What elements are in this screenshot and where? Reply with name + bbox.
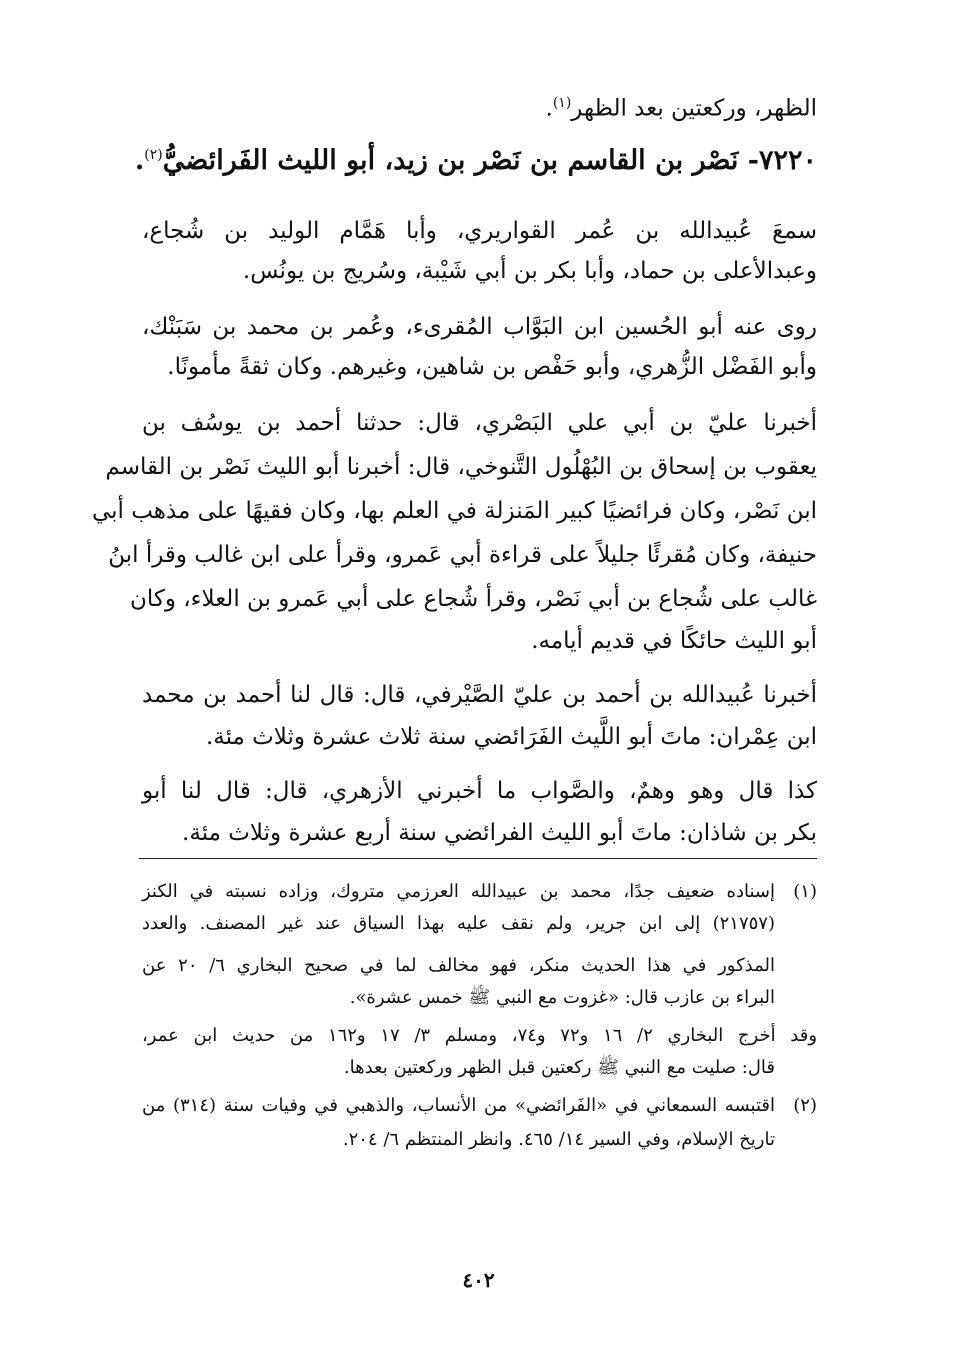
body-line: غالب على شُجاع بن أبي نَصْر، وقرأ شُجاع على أبي عَمرو بن العلاء، وكان xyxy=(129,586,817,612)
body-line: حنيفة، وكان مُقرئًا جليلاً على قراءة أبي عَمرو، وقرأ على ابن غالب وقرأ ابنُ xyxy=(108,542,817,568)
footnote-line: إسناده ضعيف جدًا، محمد بن عبيدالله العرزمي متروك، وزاده نسبته في الكنز xyxy=(142,881,775,902)
body-line: وعبدالأعلى بن حماد، وأبا بكر بن أبي شَيْبة، وسُريج بن يونُس. xyxy=(242,258,817,284)
entry-heading xyxy=(134,138,817,178)
footnote-number: (١) xyxy=(793,881,817,902)
footnote-line: (٢١٧٥٧) إلى ابن جرير، ولم نقف عليه بهذا السياق عند غير المصنف. والعدد xyxy=(142,913,775,934)
body-line: يعقوب بن إسحاق بن البُهْلُول التَّنوخي، قال: أخبرنا أبو الليث نَصْر بن القاسم xyxy=(105,454,817,480)
footnote-separator xyxy=(139,858,817,859)
continuation-end: . xyxy=(545,95,553,122)
body-line: وأبو الفَضْل الزُّهري، وأبو حَفْص بن شاهين، وغيرهم. وكان ثقةً مأمونًا. xyxy=(167,354,817,380)
continuation-text: الظهر، وركعتين بعد الظهر xyxy=(571,95,817,122)
footnote-marker-1: (١) xyxy=(552,95,572,111)
body-line: كذا قال وهو وهمٌ، والصَّواب ما أخبرني الأزهري، قال: قال لنا أبو xyxy=(142,778,817,804)
footnote-marker-2: (٢) xyxy=(144,147,163,163)
body-line: سمعَ عُبيدالله بن عُمر القواريري، وأبا هَمَّام الوليد بن شُجاع، xyxy=(142,218,817,244)
footnote-number: (٢) xyxy=(793,1095,817,1116)
body-line: ابن نَصْر، وكان فرائضيًا كبير المَنزلة في العلم بها، وكان فقيهًا على مذهب أبي xyxy=(91,498,817,524)
page-number: ٤٠٢ xyxy=(462,1268,495,1292)
footnote-line: قال: صليت مع النبي ﷺ ركعتين قبل الظهر وركعتين بعدها. xyxy=(343,1057,775,1078)
entry-end: . xyxy=(134,145,145,176)
footnote-line: تاريخ الإسلام، وفي السير ١٤/ ٤٦٥. وانظر المنتظم ٦/ ٢٠٤. xyxy=(342,1129,775,1150)
footnote-line: المذكور في هذا الحديث منكر، فهو مخالف لما في صحيح البخاري ٦/ ٢٠ عن xyxy=(142,955,775,976)
body-line: بكر بن شاذان: ماتَ أبو الليث الفرائضي سنة أربع عشرة وثلاث مئة. xyxy=(182,820,817,846)
footnote-line: وقد أخرج البخاري ٢/ ١٦ و٧٢ و٧٤، ومسلم ٣/ ١٧ و١٦٢ من حديث ابن عمر، xyxy=(142,1025,818,1046)
body-line: أخبرنا عُبيدالله بن أحمد بن عليّ الصَّيْرفي، قال: قال لنا أحمد بن محمد xyxy=(142,682,817,708)
body-line: أبو الليث حائكًا في قديم أيامه. xyxy=(531,628,817,654)
continuation-line xyxy=(142,86,817,126)
footnote-line: البراء بن عازب قال: «غزوت مع النبي ﷺ خمس عشرة». xyxy=(349,987,775,1008)
body-line: أخبرنا عليّ بن أبي علي البَصْري، قال: حدثنا أحمد بن يوسُف بن xyxy=(142,410,817,436)
entry-title: ٧٢٢٠- نَصْر بن القاسم بن نَصْر بن زيد، أبو الليث الفَرائضيُّ xyxy=(162,145,817,176)
body-line: ابن عِمْران: ماتَ أبو اللَّيث الفَرَائضي سنة ثلاث عشرة وثلاث مئة. xyxy=(205,724,817,750)
body-line: روى عنه أبو الحُسين ابن البَوَّاب المُقرىء، وعُمر بن محمد بن سَبَنْك، xyxy=(142,314,817,340)
footnote-line: اقتبسه السمعاني في «الفَرائضي» من الأنساب، والذهبي في وفيات سنة (٣١٤) من xyxy=(142,1095,775,1116)
